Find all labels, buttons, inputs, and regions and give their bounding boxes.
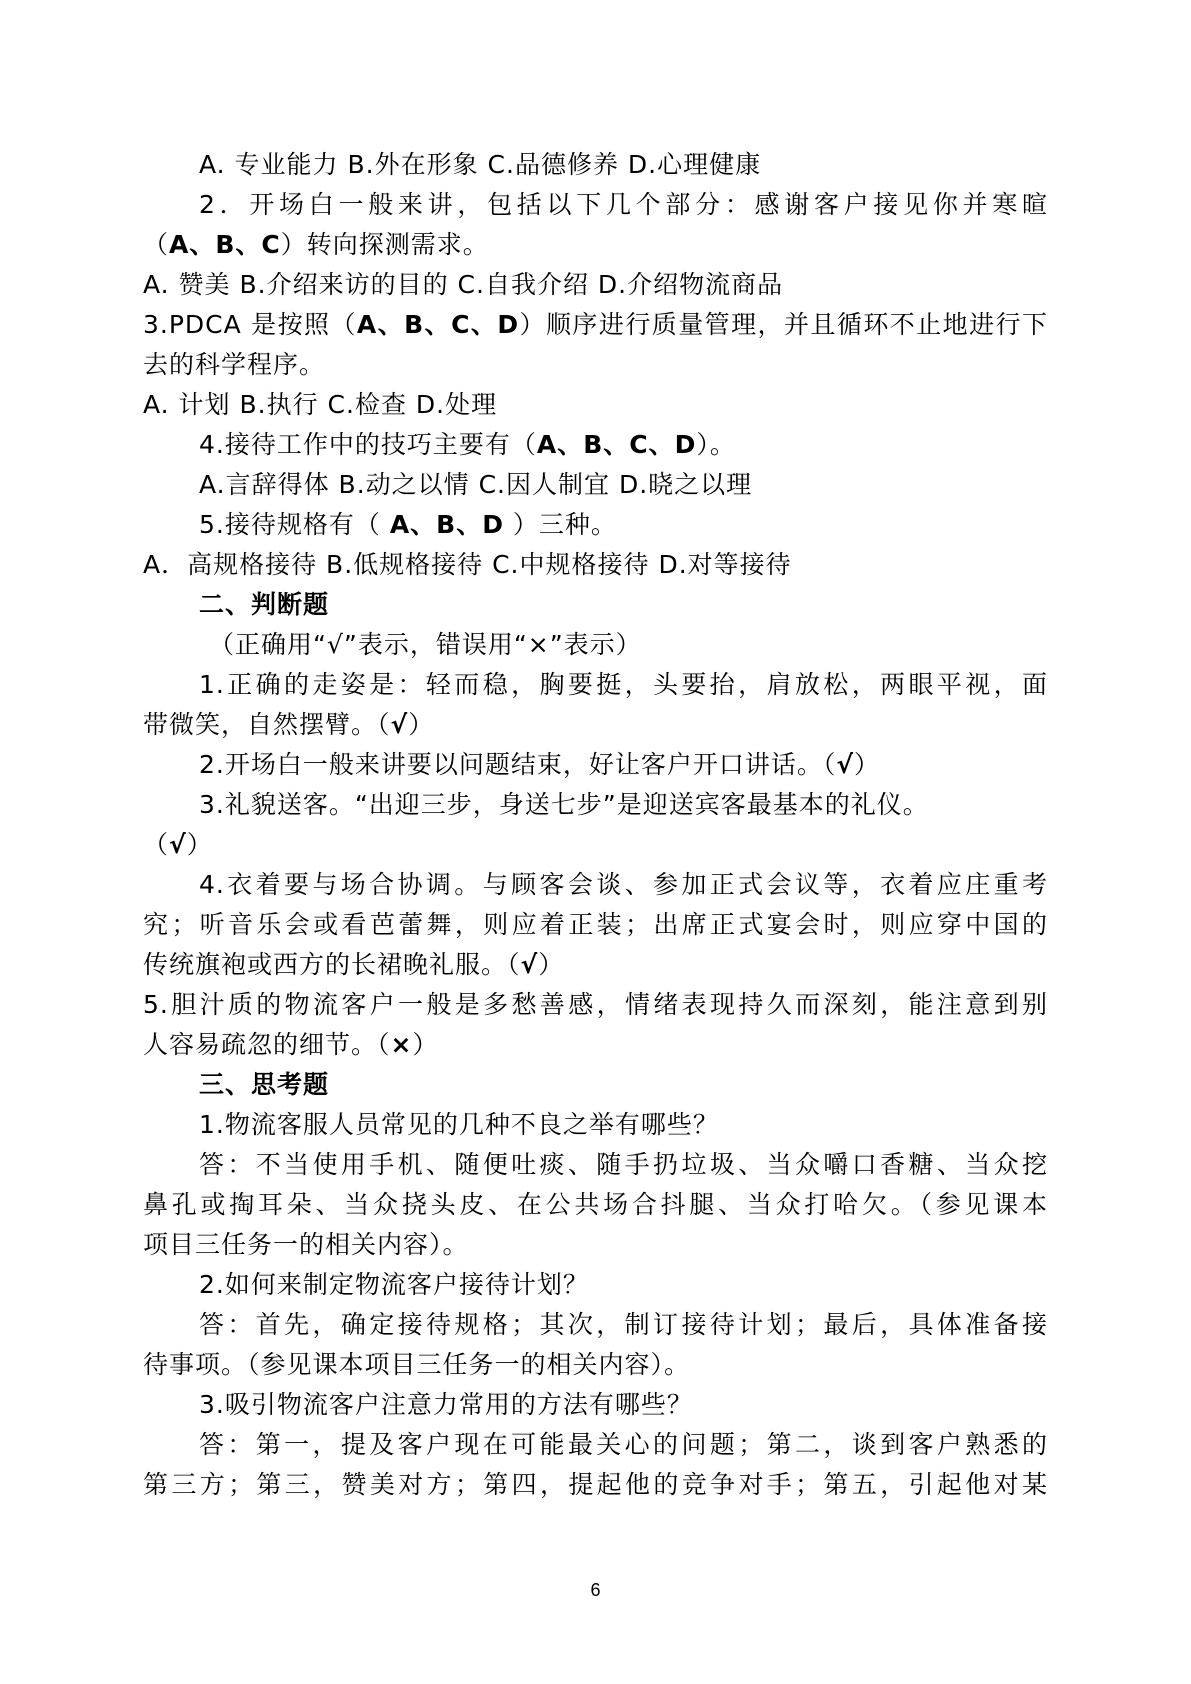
text-run: ）: [854, 750, 881, 779]
text-run: ）顺序进行质量管理，并且循环不止地进行下: [519, 310, 1048, 339]
text-line: [143, 985, 1048, 1025]
text-line: [143, 905, 1048, 945]
text-line: [143, 825, 1048, 865]
text-run: ）转向探测需求。: [280, 230, 489, 259]
text-run: ）: [186, 830, 213, 859]
bold-text: A、B、C、D: [536, 430, 697, 459]
text-run: 5.胆汁质的物流客户一般是多愁善感，情绪表现持久而深刻，能注意到别: [143, 990, 1048, 1019]
text-run: （正确用“√”表示，错误用“×”表示）: [209, 630, 642, 659]
text-run: 答：不当使用手机、随便吐痰、随手扔垃圾、当众嚼口香糖、当众挖: [199, 1150, 1048, 1179]
bold-text: √: [390, 710, 409, 739]
text-line: [143, 185, 1048, 225]
text-line: [143, 385, 1048, 425]
text-line: [143, 1065, 1048, 1105]
text-line: [143, 1345, 1048, 1385]
text-line: [143, 865, 1048, 905]
text-line: [143, 665, 1048, 705]
text-run: （: [143, 230, 170, 259]
text-run: A. 赞美 B.介绍来访的目的 C.自我介绍 D.介绍物流商品: [143, 270, 784, 299]
text-run: 答：首先，确定接待规格；其次，制订接待计划；最后，具体准备接: [199, 1310, 1048, 1339]
text-run: 3.吸引物流客户注意力常用的方法有哪些？: [199, 1390, 693, 1419]
text-line: [143, 345, 1048, 385]
text-line: [143, 1265, 1048, 1305]
text-run: 1.正确的走姿是：轻而稳，胸要挺，头要抬，肩放松，两眼平视，面: [199, 670, 1048, 699]
text-run: 2．开场白一般来讲，包括以下几个部分：感谢客户接见你并寒暄: [199, 190, 1048, 219]
text-line: [143, 785, 1048, 825]
text-run: 5.接待规格有（: [199, 510, 390, 539]
text-line: [143, 225, 1048, 265]
text-line: [143, 1305, 1048, 1345]
page-number: 6: [590, 1580, 601, 1600]
text-run: ）。: [696, 430, 736, 459]
text-run: 鼻孔或掏耳朵、当众挠头皮、在公共场合抖腿、当众打哈欠。（参见课本: [143, 1190, 1048, 1219]
text-line: [143, 1145, 1048, 1185]
text-run: A．高规格接待 B.低规格接待 C.中规格接待 D.对等接待: [143, 550, 792, 579]
text-line: [143, 745, 1048, 785]
text-line: [143, 1225, 1048, 1265]
text-run: 项目三任务一的相关内容）。: [143, 1230, 469, 1259]
text-run: 2.如何来制定物流客户接待计划？: [199, 1270, 589, 1299]
text-line: [143, 1465, 1048, 1505]
text-line: [143, 505, 1048, 545]
text-line: [143, 1105, 1048, 1145]
text-line: [143, 1385, 1048, 1425]
text-run: 传统旗袍或西方的长裙晚礼服。（: [143, 950, 521, 979]
text-line: [143, 465, 1048, 505]
text-line: [143, 1185, 1048, 1225]
text-line: [143, 585, 1048, 625]
text-run: 待事项。（参见课本项目三任务一的相关内容）。: [143, 1350, 691, 1379]
text-run: 3.PDCA 是按照（: [143, 310, 357, 339]
text-line: [143, 1425, 1048, 1465]
text-run: 2.开场白一般来讲要以问题结束，好让客户开口讲话。（: [199, 750, 837, 779]
bold-text: 二、判断题: [199, 590, 330, 619]
text-run: 究；听音乐会或看芭蕾舞，则应着正装；出席正式宴会时，则应穿中国的: [143, 910, 1048, 939]
bold-text: √: [169, 830, 187, 859]
bold-text: A、B、D: [389, 510, 504, 539]
text-run: 1.物流客服人员常见的几种不良之举有哪些？: [199, 1110, 719, 1139]
bold-text: √: [520, 950, 539, 979]
bold-text: A、B、C、D: [356, 310, 520, 339]
text-run: 答：第一，提及客户现在可能最关心的问题；第二，谈到客户熟悉的: [199, 1430, 1048, 1459]
bold-text: √: [836, 750, 855, 779]
text-run: （: [143, 830, 170, 859]
document-body: [143, 145, 1048, 1505]
text-line: [143, 265, 1048, 305]
bold-text: A、B、C: [169, 230, 281, 259]
text-line: [143, 145, 1048, 185]
text-run: ）: [538, 950, 565, 979]
text-run: ）: [412, 1030, 439, 1059]
text-run: 3.礼貌送客。“出迎三步，身送七步”是迎送宾客最基本的礼仪。: [199, 790, 929, 819]
text-run: A.言辞得体 B.动之以情 C.因人制宜 D.晓之以理: [199, 470, 753, 499]
text-line: [143, 945, 1048, 985]
text-run: 第三方；第三，赞美对方；第四，提起他的竞争对手；第五，引起他对某: [143, 1470, 1048, 1499]
bold-text: 三、思考题: [199, 1070, 330, 1099]
text-run: 人容易疏忽的细节。（: [143, 1030, 391, 1059]
text-run: 4.衣着要与场合协调。与顾客会谈、参加正式会议等，衣着应庄重考: [199, 870, 1048, 899]
text-run: ）三种。: [503, 510, 617, 539]
text-line: [143, 705, 1048, 745]
text-run: 去的科学程序。: [143, 350, 326, 379]
text-run: 带微笑，自然摆臂。（: [143, 710, 391, 739]
text-line: [143, 1025, 1048, 1065]
text-line: [143, 425, 1048, 465]
text-run: A. 计划 B.执行 C.检查 D.处理: [143, 390, 498, 419]
text-line: [143, 625, 1048, 665]
text-run: 4.接待工作中的技巧主要有（: [199, 430, 537, 459]
text-line: [143, 545, 1048, 585]
text-line: [143, 305, 1048, 345]
text-run: A. 专业能力 B.外在形象 C.品德修养 D.心理健康: [199, 150, 762, 179]
bold-text: ×: [390, 1030, 413, 1059]
text-run: ）: [408, 710, 435, 739]
